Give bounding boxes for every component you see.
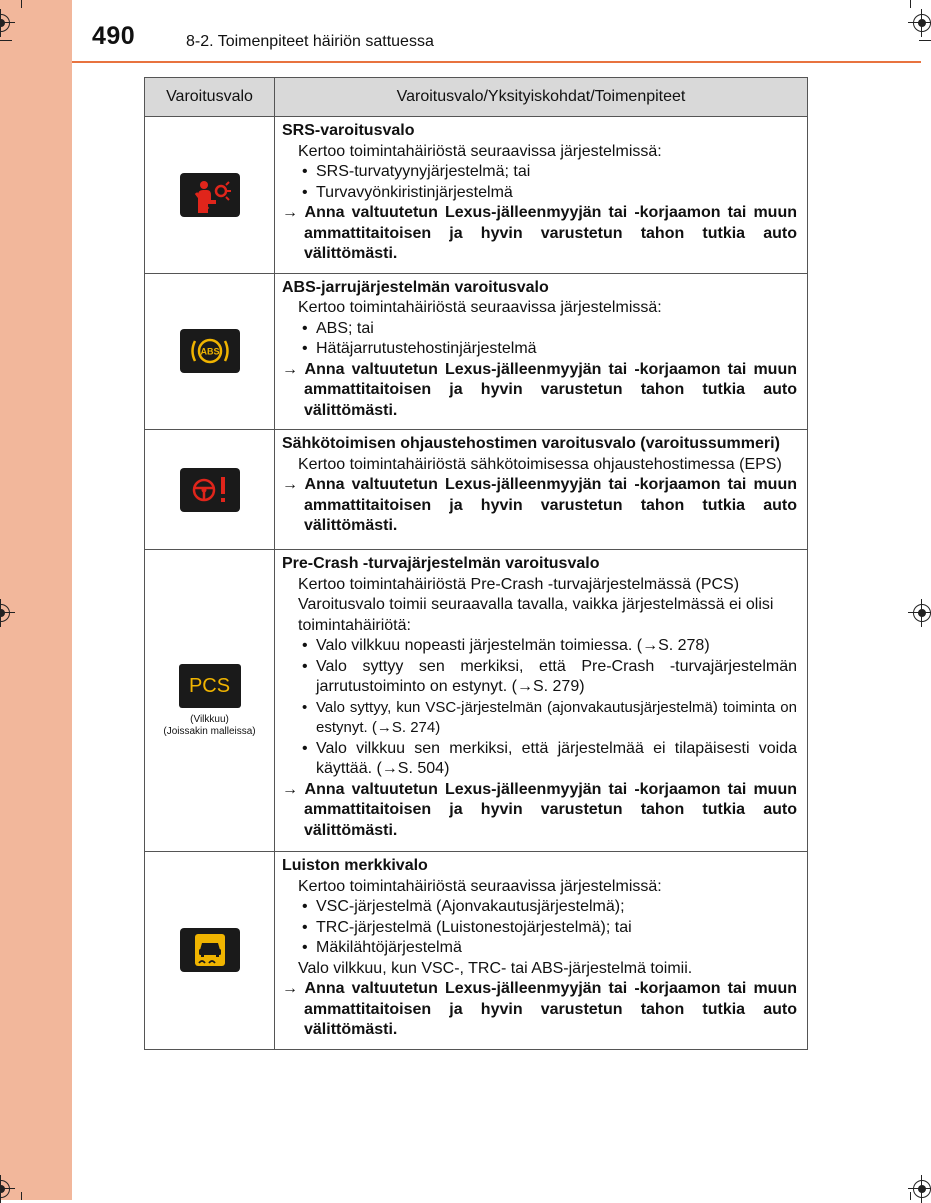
arrow-icon: → <box>282 360 298 378</box>
warning-title: ABS-jarrujärjestelmän varoitusvalo <box>282 278 549 296</box>
eps-warning-icon <box>180 468 240 512</box>
description-cell <box>275 852 808 1050</box>
icon-cell <box>145 550 275 852</box>
table-row <box>145 273 808 430</box>
action-instruction: → Anna valtuutetun Lexus-jälleenmyyjän tai -korjaamon tai muun ammattitaitoisen ja hyvin varustetun tahon tutkia auto välittömästi. <box>282 204 797 262</box>
list-item: • ABS; tai <box>302 319 374 337</box>
description-cell <box>275 550 808 852</box>
arrow-icon: → <box>282 980 298 997</box>
chapter-side-bar <box>0 0 72 1200</box>
description-cell <box>275 273 808 430</box>
crop-mark <box>910 1192 911 1200</box>
abs-warning-icon <box>180 329 240 373</box>
warning-title: Pre-Crash -turvajärjestelmän varoitusvalo <box>282 555 600 572</box>
column-header-details: Varoitusvalo/Yksityiskohdat/Toimenpiteet <box>275 78 808 117</box>
description-text: Kertoo toimintahäiriöstä sähkötoimisessa ohjaustehostimessa (EPS) <box>298 455 782 473</box>
table-row <box>145 117 808 274</box>
crop-mark <box>21 0 22 8</box>
crop-mark <box>21 1192 22 1200</box>
warning-title: SRS-varoitusvalo <box>282 122 415 139</box>
list-item: • Valo syttyy sen merkiksi, että Pre-Crash -turvajärjestelmän jarrutustoiminto on estynyt. (→S. 279) <box>302 657 797 695</box>
registration-mark-icon <box>913 604 931 622</box>
action-instruction: → Anna valtuutetun Lexus-jälleenmyyjän tai -korjaamon tai muun ammattitaitoisen ja hyvin varustetun tahon tutkia auto välittömästi. <box>282 980 797 1038</box>
description-cell <box>275 117 808 274</box>
header-rule <box>72 61 921 63</box>
table-row <box>145 852 808 1050</box>
slip-indicator-icon <box>180 928 240 972</box>
description-cell <box>275 430 808 550</box>
crop-mark <box>910 0 911 8</box>
list-item: • Valo syttyy, kun VSC-järjestelmän (ajonvakautusjärjestelmä) toiminta on estynyt. (→S. 274) <box>302 698 797 736</box>
action-instruction: → Anna valtuutetun Lexus-jälleenmyyjän tai -korjaamon tai muun ammattitaitoisen ja hyvin varustetun tahon tutkia auto välittömästi. <box>282 476 797 534</box>
description-text: Kertoo toimintahäiriöstä Pre-Crash -turvajärjestelmässä (PCS) <box>298 575 740 593</box>
list-item: • Valo vilkkuu sen merkiksi, että järjestelmää ei tilapäisesti voida käyttää. (→S. 504) <box>302 739 797 777</box>
list-item: • SRS-turvatyynyjärjestelmä; tai <box>302 163 531 180</box>
icon-cell <box>145 273 275 430</box>
description-text: Varoitusvalo toimii seuraavalla tavalla, vaikka järjestelmässä ei olisi toimintahäiriötä: <box>298 596 774 634</box>
list-item: • TRC-järjestelmä (Luistonestojärjestelmä); tai <box>302 918 632 936</box>
list-item: • Mäkilähtöjärjestelmä <box>302 939 462 956</box>
arrow-icon: → <box>282 204 298 221</box>
list-item: • VSC-järjestelmä (Ajonvakautusjärjestelmä); <box>302 898 625 915</box>
column-header-warning-light: Varoitusvalo <box>145 78 275 117</box>
description-text: Kertoo toimintahäiriöstä seuraavissa järjestelmissä: <box>298 877 662 895</box>
crop-mark <box>919 40 931 41</box>
description-text: Kertoo toimintahäiriöstä seuraavissa järjestelmissä: <box>298 142 662 160</box>
table-header-row <box>145 78 808 117</box>
list-item: • Hätäjarrutustehostinjärjestelmä <box>302 340 537 357</box>
list-item: • Turvavyönkiristinjärjestelmä <box>302 183 513 201</box>
warning-light-table <box>144 77 808 1050</box>
warning-title: Luiston merkkivalo <box>282 857 428 874</box>
warning-title: Sähkötoimisen ohjaustehostimen varoitusvalo (varoitussummeri) <box>282 435 780 452</box>
icon-cell <box>145 430 275 550</box>
registration-mark-icon <box>913 1180 931 1198</box>
airbag-warning-icon <box>180 173 240 217</box>
icon-note: (Vilkkuu) (Joissakin malleissa) <box>163 713 256 737</box>
description-text: Valo vilkkuu, kun VSC-, TRC- tai ABS-järjestelmä toimii. <box>298 959 693 977</box>
table-row <box>145 430 808 550</box>
description-text: Kertoo toimintahäiriöstä seuraavissa järjestelmissä: <box>298 299 662 316</box>
icon-cell <box>145 852 275 1050</box>
list-item: • Valo vilkkuu nopeasti järjestelmän toimiessa. (→S. 278) <box>302 637 710 654</box>
action-instruction: → Anna valtuutetun Lexus-jälleenmyyjän tai -korjaamon tai muun ammattitaitoisen ja hyvin varustetun tahon tutkia auto välittömästi. <box>282 360 797 419</box>
page-number: 490 <box>92 22 136 50</box>
action-instruction: → Anna valtuutetun Lexus-jälleenmyyjän tai -korjaamon tai muun ammattitaitoisen ja hyvin varustetun tahon tutkia auto välittömästi. <box>282 780 797 839</box>
icon-cell <box>145 117 275 274</box>
crop-mark <box>0 40 12 41</box>
pcs-warning-icon: PCS <box>179 664 241 708</box>
table-row <box>145 550 808 852</box>
registration-mark-icon <box>913 14 931 32</box>
arrow-icon: → <box>282 780 298 798</box>
svg-text:ABS: ABS <box>199 346 220 357</box>
arrow-icon: → <box>282 476 298 493</box>
section-title: 8-2. Toimenpiteet häiriön sattuessa <box>186 33 434 50</box>
